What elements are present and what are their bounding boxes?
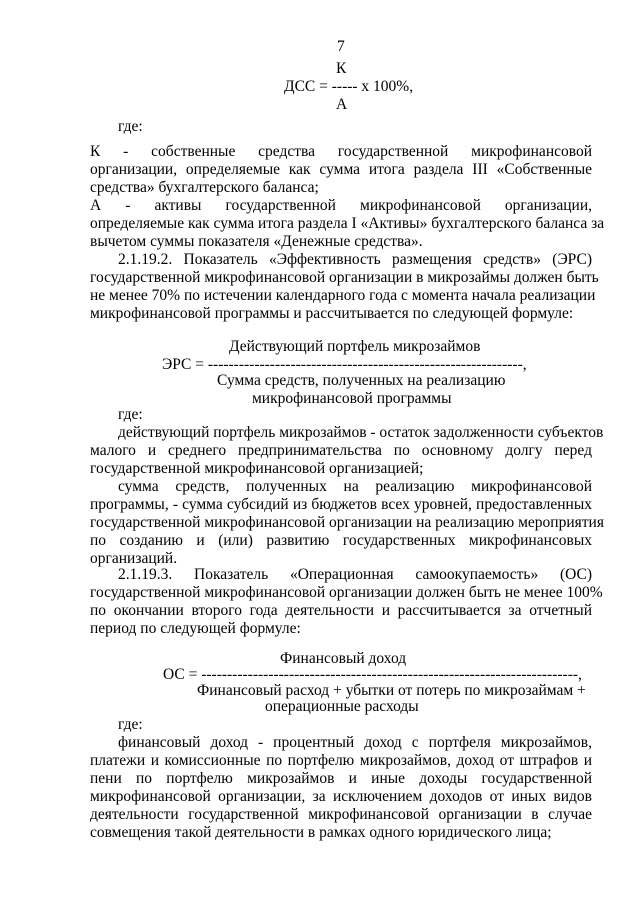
def-income-line: платежи и комиссионные по портфелю микрозаймов, доход от штрафов и [90, 752, 592, 769]
para-ers-line: микрофинансовой программы и рассчитывается по следующей формуле: [90, 305, 574, 322]
def-a-line: А - активы государственной микрофинансовой организации, [90, 197, 592, 214]
def-a-line: определяемые как сумма итога раздела I «Активы» бухгалтерского баланса за [90, 215, 605, 232]
def-income-line: деятельности государственной микрофинансовой организации в случае [90, 806, 592, 823]
ers-formula: ЭРС = -------------------------------------------------------------, [162, 356, 527, 373]
os-formula: ОС = -------------------------------------------------------------------------, [163, 666, 582, 683]
para-os-line: 2.1.19.3. Показатель «Операционная самоокупаемость» (ОС) [118, 566, 592, 583]
ers-numerator: Действующий портфель микрозаймов [229, 338, 481, 355]
def-portfolio-line: малого и среднего предпринимательства по основному долгу перед [90, 442, 592, 459]
def-portfolio-line: государственной микрофинансовой организацией; [90, 460, 424, 477]
def-income-line: микрофинансовой организации, за исключением доходов от иных видов [90, 788, 592, 805]
def-funds-line: организаций. [90, 550, 178, 567]
para-os-line: по окончании второго года деятельности и рассчитывается за отчетный [90, 602, 592, 619]
def-funds-line: государственной микрофинансовой организации на реализацию мероприятия [90, 514, 604, 531]
dss-formula: ДСС = ----- х 100%, [284, 78, 414, 95]
page-number: 7 [337, 38, 345, 55]
para-os-line: период по следующей формуле: [90, 620, 301, 637]
para-ers-line: 2.1.19.2. Показатель «Эффективность размещения средств» (ЭРС) [118, 251, 592, 268]
def-k-line: организации, определяемые как сумма итога раздела III «Собственные [90, 161, 592, 178]
def-k-line: К - собственные средства государственной микрофинансовой [90, 143, 592, 160]
def-portfolio-line: действующий портфель микрозаймов - остаток задолженности субъектов [118, 424, 604, 441]
os-denominator: Финансовый расход + убытки от потерь по микрозаймам + [197, 682, 586, 699]
where-label: где: [118, 118, 143, 135]
def-funds-line: программы, - сумма субсидий из бюджетов всех уровней, предоставленных [90, 496, 592, 513]
dss-numerator: К [336, 60, 347, 77]
para-ers-line: не менее 70% по истечении календарного года с момента начала реализации [90, 287, 596, 304]
def-funds-line: по созданию и (или) развитию государственных микрофинансовых [90, 532, 592, 549]
os-denominator: операционные расходы [265, 698, 419, 715]
def-k-line: средства» бухгалтерского баланса; [90, 179, 319, 196]
where-label: где: [118, 716, 143, 733]
para-os-line: государственной микрофинансовой организации должен быть не менее 100% [90, 584, 603, 601]
ers-denominator: Сумма средств, полученных на реализацию [217, 372, 506, 389]
para-ers-line: государственной микрофинансовой организации в микрозаймы должен быть [90, 269, 599, 286]
def-income-line: пени по портфелю микрозаймов и иные доходы государственной [90, 770, 592, 787]
def-income-line: совмещения такой деятельности в рамках одного юридического лица; [90, 824, 552, 841]
ers-denominator: микрофинансовой программы [252, 390, 452, 407]
def-a-line: вычетом суммы показателя «Денежные средства». [90, 233, 423, 250]
os-numerator: Финансовый доход [280, 650, 407, 667]
dss-denominator: А [336, 96, 348, 113]
def-funds-line: сумма средств, полученных на реализацию микрофинансовой [118, 478, 592, 495]
def-income-line: финансовый доход - процентный доход с портфеля микрозаймов, [118, 734, 592, 751]
where-label: где: [118, 406, 143, 423]
